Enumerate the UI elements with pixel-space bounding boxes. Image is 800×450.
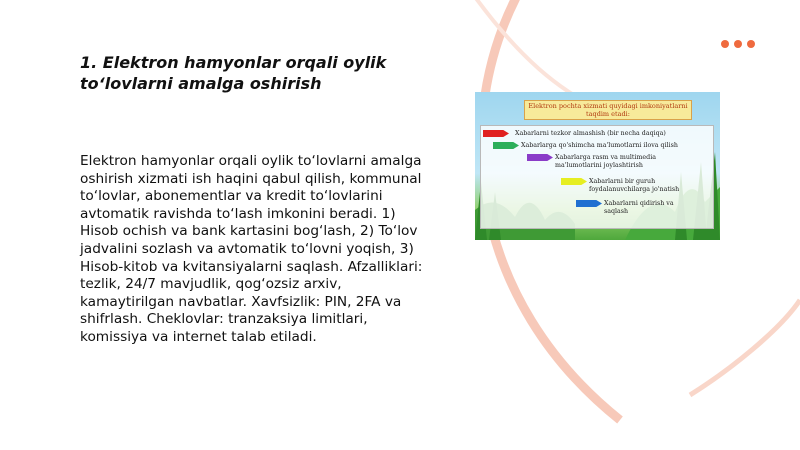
dot	[721, 40, 729, 48]
arrow-icon	[576, 200, 602, 207]
feature-text: Xabarlarni qidirish va saqlash	[604, 200, 674, 215]
arrow-icon	[493, 142, 519, 149]
arrow-icon	[561, 178, 587, 185]
feature-list	[480, 125, 714, 229]
email-features-illustration	[475, 92, 720, 240]
feature-text: Xabarlarni bir guruh foydalanuvchilarga jo'natish	[589, 178, 680, 193]
arrow-icon	[527, 154, 553, 161]
decorative-dots	[721, 40, 755, 48]
slide-title: 1. Elektron hamyonlar orqali oylik to‘lovlarni amalga oshirish	[80, 53, 387, 93]
dot	[734, 40, 742, 48]
arrow-icon	[483, 130, 509, 137]
slide-body-text: Elektron hamyonlar orqali oylik to‘lovlarni amalga oshirish xizmati ish haqini qabul qilish, kommunal to‘lovlar, abonementlar va kredit to‘lovlarini avtomatik ravishda to‘lash imkonini beradi. 1) Hisob ochish va bank kartasini bog‘lash, 2) To‘lov jadvalini sozlash va avtomatik to‘lovni yoqish, 3) Hisob-kitob va kvitansiyalarni saqlash. Afzalliklari: tezlik, 24/7 mavjudlik, qog‘ozsiz arxiv, kamaytirilgan navbatlar. Xavfsizlik: PIN, 2FA va shifrlash. Cheklovlar: tranzaksiya limitlari, komissiya va internet talab etiladi.	[80, 153, 423, 345]
illustration-banner: Elektron pochta xizmati quyidagi imkoniyatlarni taqdim etadi:	[524, 100, 692, 120]
feature-text: Xabarlarga qo'shimcha ma'lumotlarni ilova qilish	[521, 142, 678, 149]
feature-text: Xabarlarni tezkor almashish (bir necha daqiqa)	[515, 130, 666, 137]
dot	[747, 40, 755, 48]
feature-text: Xabarlarga rasm va multimedia ma'lumotlarini joylashtirish	[555, 154, 656, 169]
